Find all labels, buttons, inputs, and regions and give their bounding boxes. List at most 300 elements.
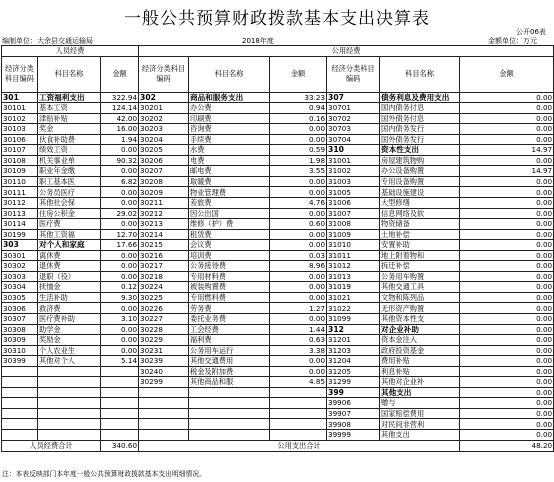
cell-code: 30227 [139,313,189,324]
cell-amount: 124.14 [101,103,139,114]
cell-amount: 322.94 [101,92,139,103]
table-row [2,166,554,177]
footnote: 注：本表反映部门本年度一般公共预算财政拨款基本支出明细情况。 [2,470,206,478]
cell-code [139,430,189,441]
cell-code: 30102 [2,113,38,124]
cell-name: 生活补助 [38,292,101,303]
cell-amount [101,398,139,409]
cell-name: 商品和服务支出 [189,92,270,103]
col-name: 科目名称 [380,56,460,92]
cell-name: 医疗费补助 [38,313,101,324]
cell-amount: 0.60 [270,219,327,230]
table-row [2,335,554,346]
cell-amount: 0.00 [460,419,554,430]
table-row [2,419,554,430]
cell-amount: 0.00 [460,250,554,261]
cell-amount: 0.00 [460,335,554,346]
cell-code: 30206 [139,155,189,166]
cell-amount: 0.00 [460,92,554,103]
cell-amount: 0.00 [460,408,554,419]
cell-name: 抚恤金 [38,282,101,293]
cell-amount: 0.00 [460,271,554,282]
cell-name: 福利费 [189,335,270,346]
cell-name: 物业管理费 [189,187,270,198]
cell-name: 其他资本性支 [380,313,460,324]
cell-code: 30209 [139,187,189,198]
cell-code [2,398,38,409]
cell-amount: 0.00 [460,356,554,367]
cell-amount [101,419,139,430]
cell-name: 被装购置费 [189,282,270,293]
cell-code [139,387,189,398]
cell-code: 31201 [327,335,380,346]
cell-amount: 0.00 [460,430,554,441]
table-row [2,187,554,198]
cell-code: 39907 [327,408,380,419]
cell-code: 39908 [327,419,380,430]
cell-code: 30704 [327,134,380,145]
cell-amount: 0.00 [270,366,327,377]
cell-amount: 3.55 [270,166,327,177]
cell-amount: 0.00 [101,335,139,346]
cell-name: 其他对个人 [38,356,101,367]
cell-code [139,398,189,409]
col-name: 科目名称 [38,56,101,92]
cell-amount: 3.38 [270,345,327,356]
page-title: 一般公共预算财政拨款基本支出决算表 [124,9,430,29]
cell-name: 伙食补助费 [38,134,101,145]
cell-code: 30303 [2,271,38,282]
cell-amount: 0.00 [460,124,554,135]
cell-name: 维修（护）费 [189,219,270,230]
cell-name: 资本金注入 [380,335,460,346]
table-row [2,387,554,398]
cell-name: 公务用车运行 [189,345,270,356]
cell-amount: 0.00 [101,271,139,282]
cell-name: 对企业补助 [380,324,460,335]
cell-code: 30212 [139,208,189,219]
cell-amount: 0.00 [270,282,327,293]
cell-name: 信息网络及软 [380,208,460,219]
cell-name: 其他对企业补 [380,377,460,388]
cell-amount: 0.12 [101,282,139,293]
cell-name: 公务接待费 [189,261,270,272]
cell-code: 30108 [2,155,38,166]
cell-amount: 0.00 [460,155,554,166]
cell-code: 30307 [2,313,38,324]
cell-amount: 0.00 [460,366,554,377]
cell-amount [101,430,139,441]
table-row [2,124,554,135]
cell-name: 国外债务付息 [380,113,460,124]
personnel-total-label: 人员经费合计 [2,440,101,451]
cell-amount: 0.00 [101,324,139,335]
cell-code [139,408,189,419]
col-amount: 金额 [460,56,554,92]
cell-amount: 0.00 [460,377,554,388]
cell-name: 其他交通费用 [189,356,270,367]
expenditure-table [1,45,554,452]
cell-code: 30229 [139,335,189,346]
cell-name: 住房公积金 [38,208,101,219]
cell-amount: 0.00 [270,134,327,145]
cell-name: 离休费 [38,250,101,261]
table-row [2,92,554,103]
public-header: 公用经费 [139,46,554,57]
cell-code: 30305 [2,292,38,303]
cell-amount: 0.00 [270,187,327,198]
cell-name: 物资储备 [380,219,460,230]
cell-amount: 0.00 [460,187,554,198]
cell-code: 30702 [327,113,380,124]
cell-name: 劳务费 [189,303,270,314]
cell-code: 30202 [139,113,189,124]
table-row [2,250,554,261]
cell-amount: 0.00 [270,313,327,324]
cell-amount: 16.00 [101,124,139,135]
cell-amount: 3.10 [101,313,139,324]
cell-amount: 0.63 [270,335,327,346]
table-row [2,113,554,124]
cell-name: 拆迁补偿 [380,261,460,272]
table-row [2,408,554,419]
cell-code: 30205 [139,145,189,156]
col-amount: 金额 [101,56,139,92]
cell-amount: 0.00 [460,345,554,356]
personnel-header: 人员经费 [2,46,139,57]
totals-row [2,440,554,451]
cell-name: 水费 [189,145,270,156]
col-code: 经济分类科目编码 [139,56,189,92]
cell-code: 30107 [2,145,38,156]
cell-name: 咨询费 [189,124,270,135]
cell-code: 30231 [139,345,189,356]
cell-amount: 0.00 [270,240,327,251]
cell-name: 津贴补贴 [38,113,101,124]
table-row [2,103,554,114]
cell-amount: 0.00 [101,261,139,272]
cell-amount: 0.00 [270,229,327,240]
report-year: 2018年度 [242,37,274,45]
cell-amount: 1.44 [270,324,327,335]
cell-name: 国内债务付息 [380,103,460,114]
cell-code: 301 [2,92,38,103]
cell-name: 税金及附加费 [189,366,270,377]
cell-name: 利息补贴 [380,366,460,377]
cell-code: 31010 [327,240,380,251]
cell-name: 邮电费 [189,166,270,177]
cell-amount: 4.76 [270,197,327,208]
cell-code: 30224 [139,282,189,293]
cell-amount: 0.00 [101,219,139,230]
cell-name [38,387,101,398]
cell-name: 培训费 [189,250,270,261]
cell-code: 30226 [139,303,189,314]
public-total-value: 48.20 [460,440,554,451]
cell-amount [270,408,327,419]
table-row [2,356,554,367]
cell-amount: 0.00 [460,219,554,230]
cell-amount [101,377,139,388]
cell-amount: 0.00 [101,187,139,198]
cell-code: 31002 [327,166,380,177]
cell-amount [101,387,139,398]
cell-name [189,398,270,409]
cell-name: 对民间非营利 [380,419,460,430]
cell-code: 30215 [139,240,189,251]
cell-amount: 0.00 [270,208,327,219]
cell-code: 30208 [139,176,189,187]
cell-amount: 0.59 [270,145,327,156]
cell-amount: 0.00 [101,145,139,156]
cell-amount: 0.00 [460,324,554,335]
cell-amount: 42.00 [101,113,139,124]
cell-name: 专用设备购置 [380,176,460,187]
cell-amount: 0.00 [460,208,554,219]
cell-code: 30239 [139,356,189,367]
cell-code: 30110 [2,176,38,187]
cell-code: 30309 [2,335,38,346]
cell-name: 其他支出 [380,387,460,398]
cell-name [38,419,101,430]
table-row [2,313,554,324]
cell-amount: 0.00 [270,356,327,367]
cell-name: 地上附着物和 [380,250,460,261]
cell-amount: 0.00 [460,113,554,124]
cell-name: 基础设施建设 [380,187,460,198]
cell-name: 办公设备购置 [380,166,460,177]
table-row [2,219,554,230]
cell-name: 机关事业单 [38,155,101,166]
cell-code: 30703 [327,124,380,135]
cell-amount: 0.00 [460,387,554,398]
cell-amount: 33.23 [270,92,327,103]
cell-code: 30216 [139,250,189,261]
cell-name: 其他交通工具 [380,282,460,293]
cell-code [2,387,38,398]
table-row [2,176,554,187]
cell-code: 31013 [327,271,380,282]
cell-code: 31003 [327,176,380,187]
cell-name: 退休费 [38,261,101,272]
cell-amount: 1.27 [270,303,327,314]
cell-code: 30111 [2,187,38,198]
table-row [2,271,554,282]
cell-amount: 0.94 [270,103,327,114]
cell-code: 30199 [2,229,38,240]
cell-code: 30701 [327,103,380,114]
cell-amount: 0.00 [460,103,554,114]
cell-name: 政府投资基金 [380,345,460,356]
cell-name: 职工基本医 [38,176,101,187]
cell-code: 310 [327,145,380,156]
cell-code: 30225 [139,292,189,303]
cell-name [38,377,101,388]
cell-code: 30301 [2,250,38,261]
cell-code: 30302 [2,261,38,272]
cell-amount: 0.00 [460,303,554,314]
cell-code: 31019 [327,282,380,293]
cell-code: 30109 [2,166,38,177]
table-row [2,208,554,219]
col-code: 经济分类科目编码 [2,56,38,92]
cell-name: 其他工资福 [38,229,101,240]
cell-name: 医疗费 [38,219,101,230]
cell-amount: 0.00 [101,166,139,177]
col-name: 科目名称 [189,56,270,92]
cell-name: 国外债务发行 [380,134,460,145]
cell-code [2,377,38,388]
cell-name [189,419,270,430]
cell-name: 委托业务费 [189,313,270,324]
cell-name: 土地补偿 [380,229,460,240]
cell-name: 赠与 [380,398,460,409]
table-row [2,377,554,388]
table-row [2,134,554,145]
cell-code: 30101 [2,103,38,114]
cell-amount: 14.97 [460,145,554,156]
cell-code: 31007 [327,208,380,219]
cell-code [139,419,189,430]
cell-amount: 0.00 [460,261,554,272]
cell-name [189,387,270,398]
cell-amount: 12.70 [101,229,139,240]
personnel-total-value: 340.60 [101,440,139,451]
cell-code: 31008 [327,219,380,230]
column-header-row [2,56,554,92]
table-row [2,197,554,208]
cell-amount [270,387,327,398]
cell-code: 31204 [327,356,380,367]
cell-code: 30113 [2,208,38,219]
cell-amount: 0.00 [460,229,554,240]
cell-code: 31001 [327,155,380,166]
cell-code: 31099 [327,313,380,324]
table-row [2,324,554,335]
cell-code: 31005 [327,187,380,198]
cell-code: 30310 [2,345,38,356]
cell-amount [101,366,139,377]
cell-amount: 0.00 [270,292,327,303]
table-row [2,366,554,377]
cell-code: 30114 [2,219,38,230]
cell-name: 债务利息及费用支出 [380,92,460,103]
cell-name: 国内债务发行 [380,124,460,135]
cell-code: 31205 [327,366,380,377]
cell-code: 399 [327,387,380,398]
cell-amount: 0.00 [270,176,327,187]
table-row [2,229,554,240]
cell-code: 30213 [139,219,189,230]
cell-code: 30399 [2,356,38,367]
cell-name: 费用补贴 [380,356,460,367]
cell-code: 31009 [327,229,380,240]
cell-name: 其他商品和服 [189,377,270,388]
cell-name: 救济费 [38,303,101,314]
table-row [2,261,554,272]
cell-amount: 0.00 [460,197,554,208]
table-row [2,282,554,293]
cell-amount: 0.00 [460,282,554,293]
form-code: 公开06表 [516,28,546,36]
money-unit: 金额单位：万元 [488,37,537,45]
table-row [2,430,554,441]
cell-amount: 0.00 [460,134,554,145]
cell-name: 基本工资 [38,103,101,114]
cell-amount: 0.16 [270,113,327,124]
cell-amount: 14.97 [460,166,554,177]
cell-name: 对个人和家庭 [38,240,101,251]
cell-code [2,419,38,430]
cell-code: 30218 [139,271,189,282]
cell-amount [270,430,327,441]
cell-code: 30299 [139,377,189,388]
cell-amount: 0.00 [101,197,139,208]
cell-name [189,430,270,441]
cell-name: 助学金 [38,324,101,335]
cell-name: 租赁费 [189,229,270,240]
cell-name: 电费 [189,155,270,166]
cell-name: 奖励金 [38,335,101,346]
cell-code: 307 [327,92,380,103]
cell-code: 30304 [2,282,38,293]
cell-name [38,366,101,377]
cell-name: 资本性支出 [380,145,460,156]
cell-amount: 0.00 [101,250,139,261]
cell-amount: 90.32 [101,155,139,166]
cell-amount: 0.00 [460,398,554,409]
cell-code [2,366,38,377]
cell-amount: 0.00 [460,240,554,251]
cell-code: 30214 [139,229,189,240]
cell-code: 30217 [139,261,189,272]
cell-amount: 29.02 [101,208,139,219]
cell-name: 其他社会保 [38,197,101,208]
cell-amount: 0.00 [460,313,554,324]
cell-amount: 0.00 [270,124,327,135]
cell-name: 个人农业生 [38,345,101,356]
cell-code: 30211 [139,197,189,208]
table-row [2,240,554,251]
cell-name: 奖金 [38,124,101,135]
cell-name: 差旅费 [189,197,270,208]
cell-code: 30201 [139,103,189,114]
col-amount: 金额 [270,56,327,92]
cell-name [189,408,270,419]
cell-code: 31012 [327,261,380,272]
cell-code: 31022 [327,303,380,314]
cell-amount: 9.30 [101,292,139,303]
cell-amount: 4.85 [270,377,327,388]
cell-name: 国家赔偿费用 [380,408,460,419]
cell-amount: 0.00 [101,303,139,314]
cell-name: 因公出国 [189,208,270,219]
table-row [2,155,554,166]
cell-name: 工资福利支出 [38,92,101,103]
cell-name: 房屋建筑物购 [380,155,460,166]
cell-code: 31021 [327,292,380,303]
cell-amount [101,408,139,419]
cell-code: 31011 [327,250,380,261]
cell-code: 31203 [327,345,380,356]
cell-amount [270,398,327,409]
cell-code: 30203 [139,124,189,135]
cell-name: 大型修缮 [380,197,460,208]
cell-code: 30204 [139,134,189,145]
cell-code: 30207 [139,166,189,177]
table-row [2,303,554,314]
cell-amount: 5.14 [101,356,139,367]
